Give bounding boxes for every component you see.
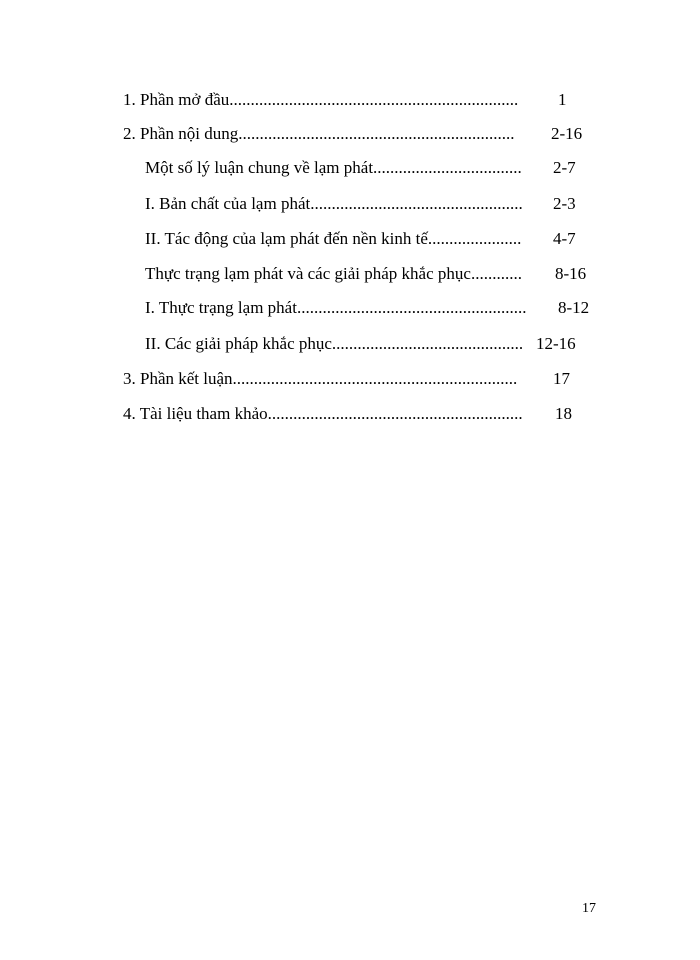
toc-entry-page: 2-3 — [553, 194, 576, 213]
toc-entry-page: 17 — [553, 369, 570, 388]
toc-entry-text: II. Tác động của lạm phát đến nền kinh tế...................... — [145, 229, 522, 248]
page-number: 17 — [582, 901, 596, 916]
toc-entry-text: I. Bản chất của lạm phát.................................................. — [145, 194, 523, 213]
toc-entry-page: 4-7 — [553, 229, 576, 248]
toc-entry-page: 18 — [555, 404, 572, 423]
toc-entry-page: 8-16 — [555, 264, 587, 283]
toc-entry-text: I. Thực trạng lạm phát...................................................... — [145, 298, 527, 317]
toc-entry-text: 3. Phần kết luận................................................................... — [123, 369, 518, 388]
toc-entry-text: 2. Phần nội dung................................................................. — [123, 124, 515, 143]
toc-entry-page: 8-12 — [558, 298, 590, 317]
toc-entry-text: 1. Phần mở đầu.................................................................... — [123, 90, 519, 109]
toc-entry-page: 1 — [558, 90, 567, 109]
toc-entry-text: 4. Tài liệu tham khảo............................................................ — [123, 404, 523, 423]
toc-entry-text: Thực trạng lạm phát và các giải pháp khắc phục............ — [145, 264, 522, 283]
toc-entry-text: Một số lý luận chung về lạm phát................................... — [145, 158, 522, 177]
toc-entry-page: 12-16 — [536, 334, 576, 353]
toc-entry-page: 2-7 — [553, 158, 576, 177]
toc-entry-page: 2-16 — [551, 124, 583, 143]
toc-entry-text: II. Các giải pháp khắc phục............................................. — [145, 334, 524, 353]
